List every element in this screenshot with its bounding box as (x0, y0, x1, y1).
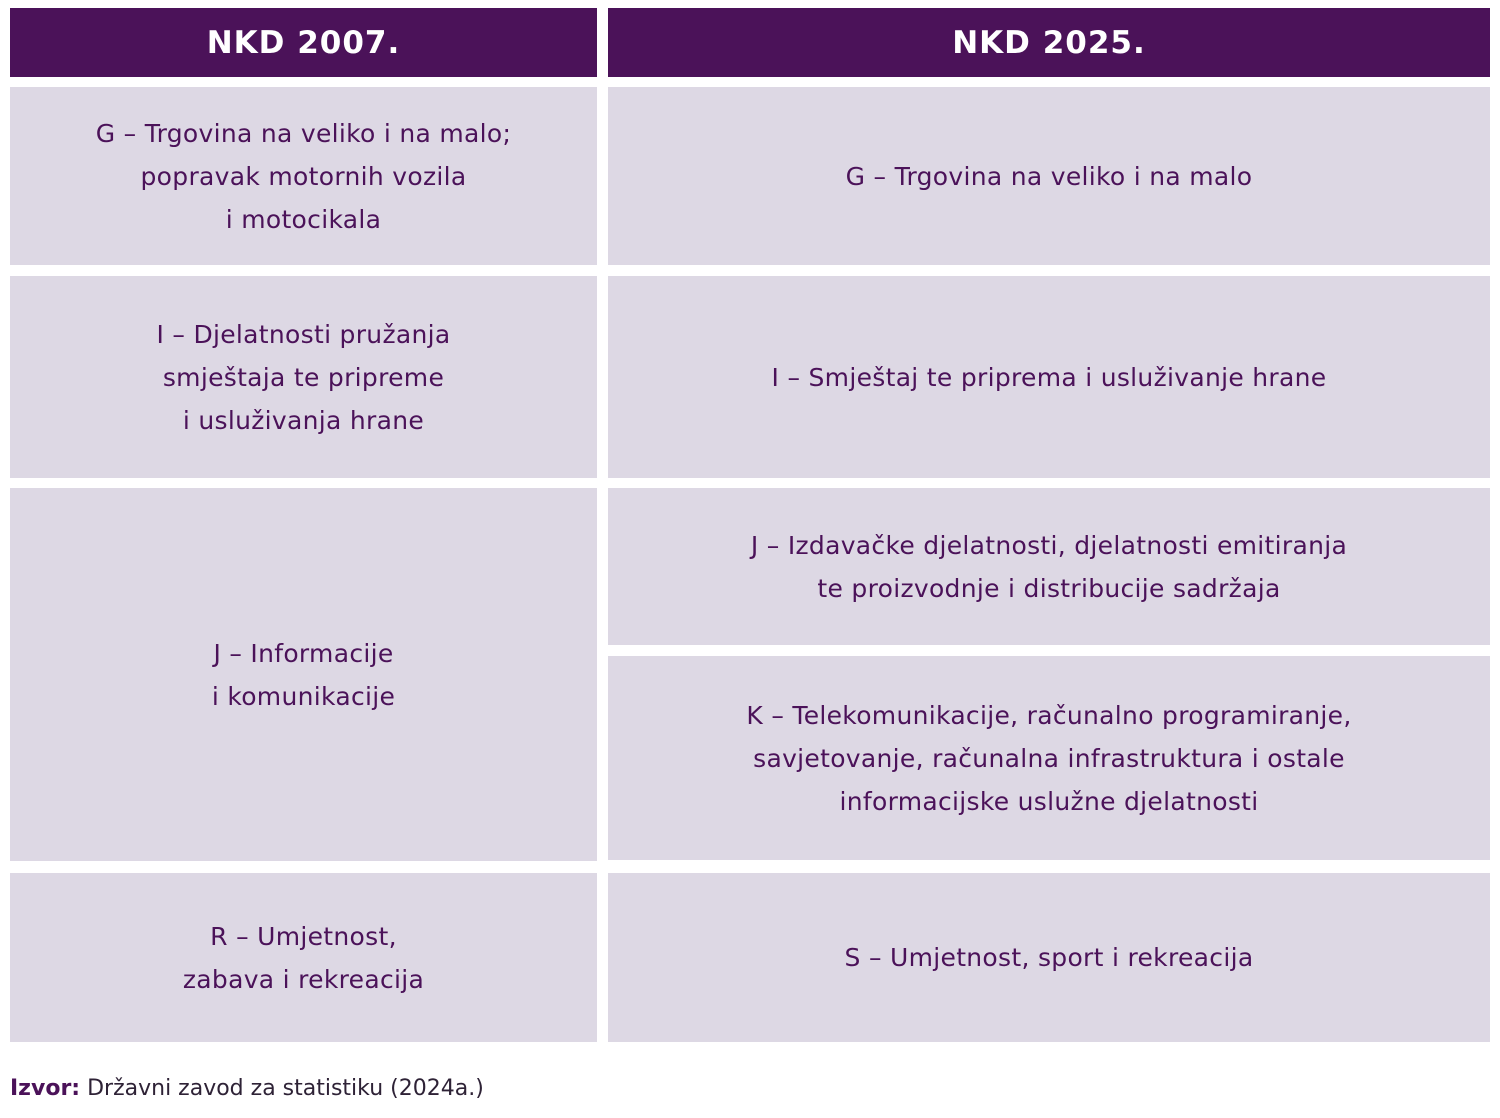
left-cell-r: R – Umjetnost, zabava i rekreacija (10, 873, 597, 1042)
left-cell-i: I – Djelatnosti pružanja smještaja te pripreme i usluživanja hrane (10, 276, 597, 478)
left-cell-j: J – Informacije i komunikacije (10, 488, 597, 861)
right-cell-j: J – Izdavačke djelatnosti, djelatnosti emitiranja te proizvodnje i distribucije sadržaja (608, 488, 1490, 645)
source-text: Državni zavod za statistiku (2024a.) (87, 1076, 484, 1101)
right-cell-i: I – Smještaj te priprema i usluživanje hrane (608, 276, 1490, 478)
right-cell-s: S – Umjetnost, sport i rekreacija (608, 873, 1490, 1042)
header-nkd-2025: NKD 2025. (608, 8, 1490, 77)
source-label: Izvor: (10, 1076, 81, 1101)
left-cell-g: G – Trgovina na veliko i na malo; popravak motornih vozila i motocikala (10, 87, 597, 265)
source-note (10, 1076, 484, 1101)
right-cell-g: G – Trgovina na veliko i na malo (608, 87, 1490, 265)
header-nkd-2007: NKD 2007. (10, 8, 597, 77)
right-cell-k: K – Telekomunikacije, računalno programiranje, savjetovanje, računalna infrastruktura i ostale informacijske uslužne djelatnosti (608, 656, 1490, 860)
